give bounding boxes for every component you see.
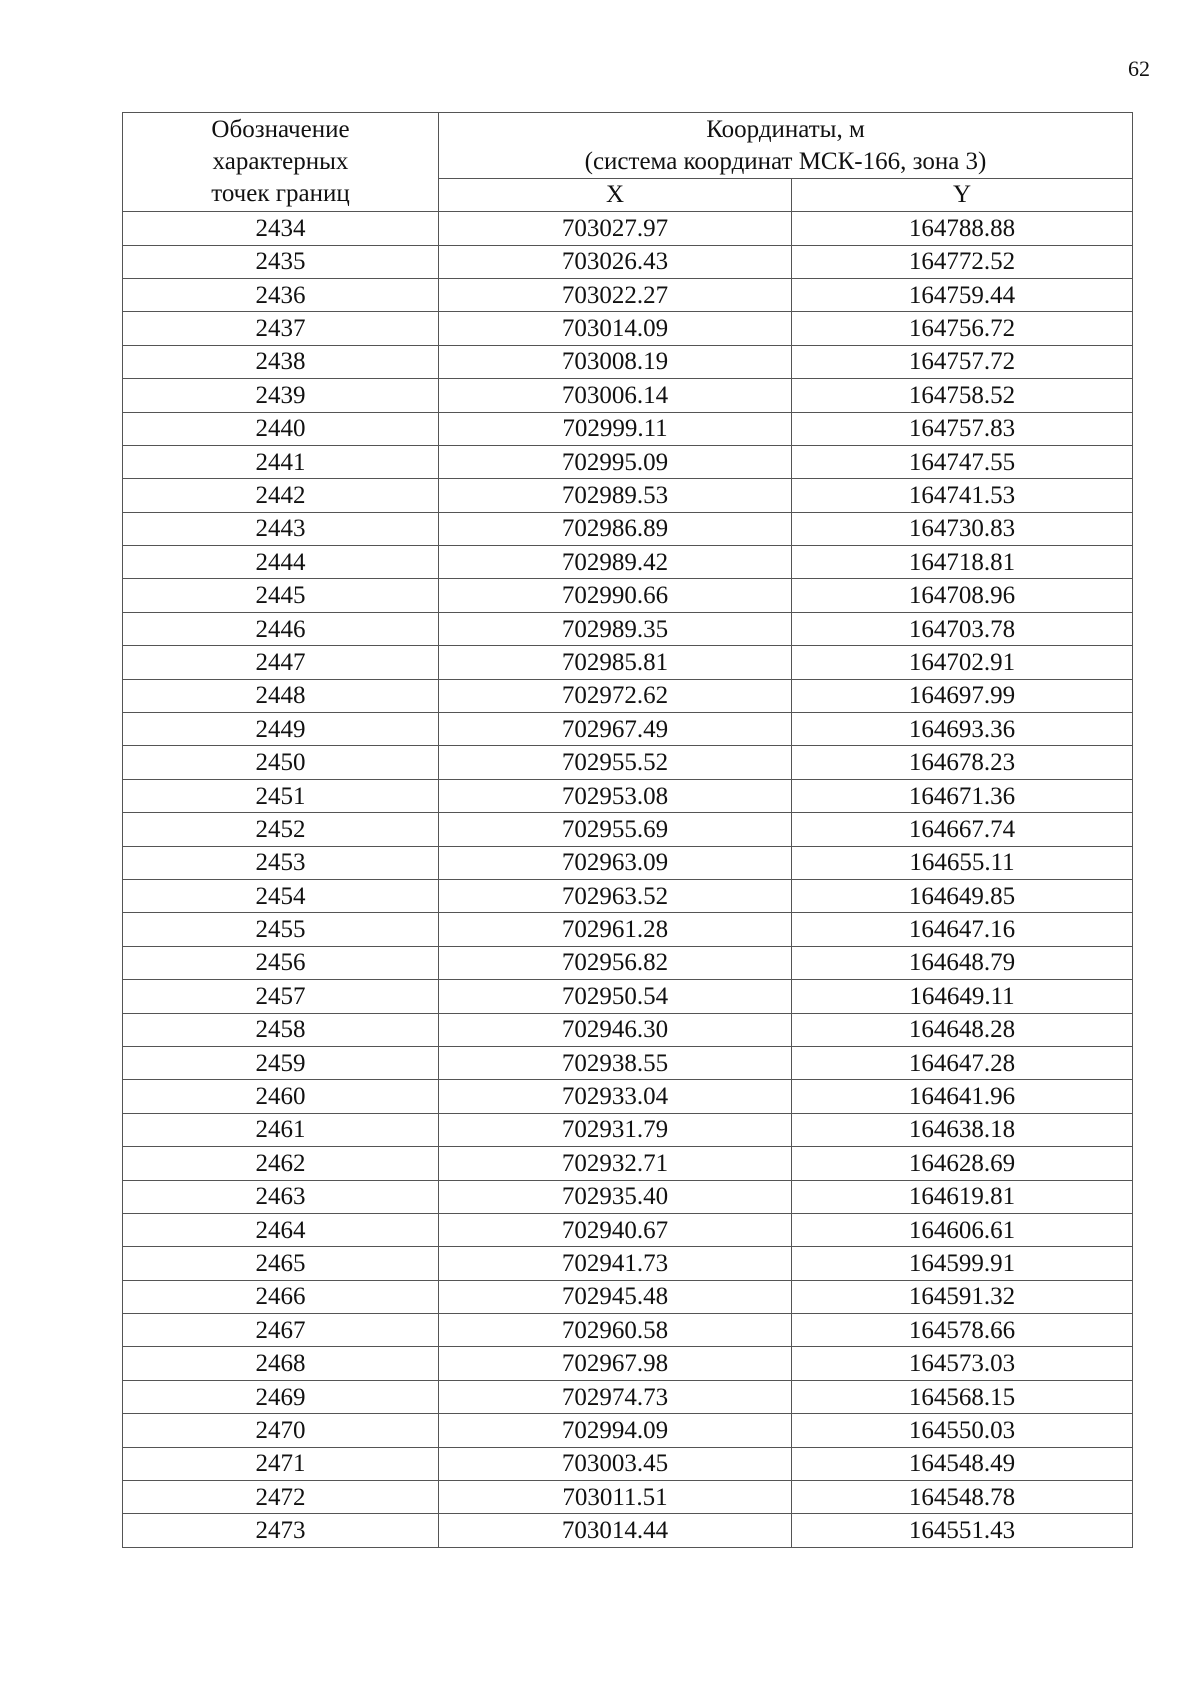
x-cell: 702950.54 bbox=[439, 980, 792, 1013]
x-cell: 703003.45 bbox=[439, 1447, 792, 1480]
x-cell: 702985.81 bbox=[439, 646, 792, 679]
page-number: 62 bbox=[1128, 56, 1150, 81]
table-row bbox=[123, 846, 1133, 879]
point-cell: 2471 bbox=[123, 1447, 439, 1480]
point-cell: 2436 bbox=[123, 278, 439, 311]
point-cell: 2440 bbox=[123, 412, 439, 445]
point-cell: 2439 bbox=[123, 379, 439, 412]
table-row bbox=[123, 546, 1133, 579]
table-row bbox=[123, 212, 1133, 245]
y-column-header: Y bbox=[792, 178, 1133, 211]
y-cell: 164788.88 bbox=[792, 212, 1133, 245]
point-cell: 2450 bbox=[123, 746, 439, 779]
point-cell: 2447 bbox=[123, 646, 439, 679]
y-cell: 164568.15 bbox=[792, 1380, 1133, 1413]
table-row bbox=[123, 1046, 1133, 1079]
y-cell: 164678.23 bbox=[792, 746, 1133, 779]
table-row bbox=[123, 679, 1133, 712]
table-header bbox=[123, 113, 1133, 212]
table-row bbox=[123, 779, 1133, 812]
y-cell: 164647.28 bbox=[792, 1046, 1133, 1079]
table-row bbox=[123, 1481, 1133, 1514]
point-cell: 2451 bbox=[123, 779, 439, 812]
y-cell: 164671.36 bbox=[792, 779, 1133, 812]
x-cell: 702989.53 bbox=[439, 479, 792, 512]
table-row bbox=[123, 479, 1133, 512]
table-row bbox=[123, 512, 1133, 545]
y-cell: 164648.28 bbox=[792, 1013, 1133, 1046]
table-row bbox=[123, 379, 1133, 412]
x-cell: 702941.73 bbox=[439, 1247, 792, 1280]
x-cell: 703008.19 bbox=[439, 345, 792, 378]
y-cell: 164649.85 bbox=[792, 879, 1133, 912]
table-row bbox=[123, 713, 1133, 746]
point-cell: 2445 bbox=[123, 579, 439, 612]
x-cell: 703014.44 bbox=[439, 1514, 792, 1547]
point-cell: 2441 bbox=[123, 445, 439, 478]
y-cell: 164551.43 bbox=[792, 1514, 1133, 1547]
point-cell: 2460 bbox=[123, 1080, 439, 1113]
x-cell: 702955.69 bbox=[439, 813, 792, 846]
table-row bbox=[123, 345, 1133, 378]
point-cell: 2448 bbox=[123, 679, 439, 712]
y-cell: 164757.83 bbox=[792, 412, 1133, 445]
point-cell: 2469 bbox=[123, 1380, 439, 1413]
point-cell: 2444 bbox=[123, 546, 439, 579]
y-cell: 164591.32 bbox=[792, 1280, 1133, 1313]
coordinates-header-line2: (система координат МСК-166, зона 3) bbox=[439, 145, 1133, 178]
y-cell: 164573.03 bbox=[792, 1347, 1133, 1380]
y-cell: 164647.16 bbox=[792, 913, 1133, 946]
table-row bbox=[123, 946, 1133, 979]
x-cell: 702961.28 bbox=[439, 913, 792, 946]
table-row bbox=[123, 1147, 1133, 1180]
x-cell: 702967.98 bbox=[439, 1347, 792, 1380]
x-column-header: X bbox=[439, 178, 792, 211]
y-cell: 164578.66 bbox=[792, 1314, 1133, 1347]
table-row bbox=[123, 1280, 1133, 1313]
x-cell: 702945.48 bbox=[439, 1280, 792, 1313]
table-row bbox=[123, 1213, 1133, 1246]
y-cell: 164772.52 bbox=[792, 245, 1133, 278]
y-cell: 164741.53 bbox=[792, 479, 1133, 512]
y-cell: 164718.81 bbox=[792, 546, 1133, 579]
table-row bbox=[123, 278, 1133, 311]
y-cell: 164757.72 bbox=[792, 345, 1133, 378]
y-cell: 164649.11 bbox=[792, 980, 1133, 1013]
y-cell: 164693.36 bbox=[792, 713, 1133, 746]
point-cell: 2456 bbox=[123, 946, 439, 979]
table-body bbox=[123, 212, 1133, 1548]
point-cell: 2455 bbox=[123, 913, 439, 946]
point-cell: 2453 bbox=[123, 846, 439, 879]
table-row bbox=[123, 1414, 1133, 1447]
point-cell: 2435 bbox=[123, 245, 439, 278]
point-cell: 2467 bbox=[123, 1314, 439, 1347]
x-cell: 702990.66 bbox=[439, 579, 792, 612]
y-cell: 164550.03 bbox=[792, 1414, 1133, 1447]
point-cell: 2449 bbox=[123, 713, 439, 746]
y-cell: 164703.78 bbox=[792, 612, 1133, 645]
x-cell: 702946.30 bbox=[439, 1013, 792, 1046]
x-cell: 702986.89 bbox=[439, 512, 792, 545]
x-cell: 702960.58 bbox=[439, 1314, 792, 1347]
point-cell: 2473 bbox=[123, 1514, 439, 1547]
coordinates-table bbox=[122, 112, 1133, 1548]
x-cell: 702995.09 bbox=[439, 445, 792, 478]
point-cell: 2446 bbox=[123, 612, 439, 645]
x-cell: 703027.97 bbox=[439, 212, 792, 245]
y-cell: 164758.52 bbox=[792, 379, 1133, 412]
x-cell: 702938.55 bbox=[439, 1046, 792, 1079]
y-cell: 164730.83 bbox=[792, 512, 1133, 545]
y-cell: 164747.55 bbox=[792, 445, 1133, 478]
x-cell: 702940.67 bbox=[439, 1213, 792, 1246]
x-cell: 702999.11 bbox=[439, 412, 792, 445]
y-cell: 164697.99 bbox=[792, 679, 1133, 712]
table-row bbox=[123, 1247, 1133, 1280]
x-cell: 703026.43 bbox=[439, 245, 792, 278]
y-cell: 164548.49 bbox=[792, 1447, 1133, 1480]
table-row bbox=[123, 612, 1133, 645]
point-cell: 2458 bbox=[123, 1013, 439, 1046]
table-row bbox=[123, 746, 1133, 779]
x-cell: 702953.08 bbox=[439, 779, 792, 812]
table-row bbox=[123, 1013, 1133, 1046]
point-cell: 2457 bbox=[123, 980, 439, 1013]
table-row bbox=[123, 412, 1133, 445]
table-row bbox=[123, 245, 1133, 278]
table-row bbox=[123, 312, 1133, 345]
point-cell: 2437 bbox=[123, 312, 439, 345]
table-row bbox=[123, 1080, 1133, 1113]
y-cell: 164548.78 bbox=[792, 1481, 1133, 1514]
table-row bbox=[123, 913, 1133, 946]
y-cell: 164641.96 bbox=[792, 1080, 1133, 1113]
point-cell: 2452 bbox=[123, 813, 439, 846]
point-cell: 2470 bbox=[123, 1414, 439, 1447]
table-row bbox=[123, 646, 1133, 679]
table-row bbox=[123, 1180, 1133, 1213]
y-cell: 164619.81 bbox=[792, 1180, 1133, 1213]
point-cell: 2466 bbox=[123, 1280, 439, 1313]
point-cell: 2461 bbox=[123, 1113, 439, 1146]
point-cell: 2472 bbox=[123, 1481, 439, 1514]
point-cell: 2438 bbox=[123, 345, 439, 378]
point-cell: 2464 bbox=[123, 1213, 439, 1246]
point-cell: 2459 bbox=[123, 1046, 439, 1079]
table-row bbox=[123, 1113, 1133, 1146]
table-row bbox=[123, 1380, 1133, 1413]
x-cell: 702956.82 bbox=[439, 946, 792, 979]
x-cell: 702967.49 bbox=[439, 713, 792, 746]
x-cell: 702974.73 bbox=[439, 1380, 792, 1413]
x-cell: 702989.42 bbox=[439, 546, 792, 579]
x-cell: 702955.52 bbox=[439, 746, 792, 779]
x-cell: 702994.09 bbox=[439, 1414, 792, 1447]
point-cell: 2442 bbox=[123, 479, 439, 512]
y-cell: 164702.91 bbox=[792, 646, 1133, 679]
x-cell: 702972.62 bbox=[439, 679, 792, 712]
coordinates-header-line1: Координаты, м bbox=[439, 113, 1133, 146]
table-row bbox=[123, 1514, 1133, 1547]
y-cell: 164708.96 bbox=[792, 579, 1133, 612]
point-cell: 2454 bbox=[123, 879, 439, 912]
table-row bbox=[123, 579, 1133, 612]
table-row bbox=[123, 1447, 1133, 1480]
table-row bbox=[123, 813, 1133, 846]
y-cell: 164756.72 bbox=[792, 312, 1133, 345]
x-cell: 702935.40 bbox=[439, 1180, 792, 1213]
y-cell: 164599.91 bbox=[792, 1247, 1133, 1280]
y-cell: 164648.79 bbox=[792, 946, 1133, 979]
y-cell: 164667.74 bbox=[792, 813, 1133, 846]
x-cell: 703006.14 bbox=[439, 379, 792, 412]
x-cell: 702963.09 bbox=[439, 846, 792, 879]
table-row bbox=[123, 1347, 1133, 1380]
point-cell: 2434 bbox=[123, 212, 439, 245]
y-cell: 164655.11 bbox=[792, 846, 1133, 879]
table-row bbox=[123, 980, 1133, 1013]
y-cell: 164606.61 bbox=[792, 1213, 1133, 1246]
point-cell: 2443 bbox=[123, 512, 439, 545]
point-cell: 2465 bbox=[123, 1247, 439, 1280]
x-cell: 702932.71 bbox=[439, 1147, 792, 1180]
x-cell: 702989.35 bbox=[439, 612, 792, 645]
x-cell: 703014.09 bbox=[439, 312, 792, 345]
point-cell: 2463 bbox=[123, 1180, 439, 1213]
point-cell: 2468 bbox=[123, 1347, 439, 1380]
x-cell: 703011.51 bbox=[439, 1481, 792, 1514]
point-cell: 2462 bbox=[123, 1147, 439, 1180]
y-cell: 164759.44 bbox=[792, 278, 1133, 311]
y-cell: 164628.69 bbox=[792, 1147, 1133, 1180]
y-cell: 164638.18 bbox=[792, 1113, 1133, 1146]
table-row bbox=[123, 1314, 1133, 1347]
x-cell: 702933.04 bbox=[439, 1080, 792, 1113]
x-cell: 702931.79 bbox=[439, 1113, 792, 1146]
table-row bbox=[123, 879, 1133, 912]
point-designation-header: Обозначение характерных точек границ bbox=[123, 113, 439, 212]
table-row bbox=[123, 445, 1133, 478]
x-cell: 703022.27 bbox=[439, 278, 792, 311]
x-cell: 702963.52 bbox=[439, 879, 792, 912]
